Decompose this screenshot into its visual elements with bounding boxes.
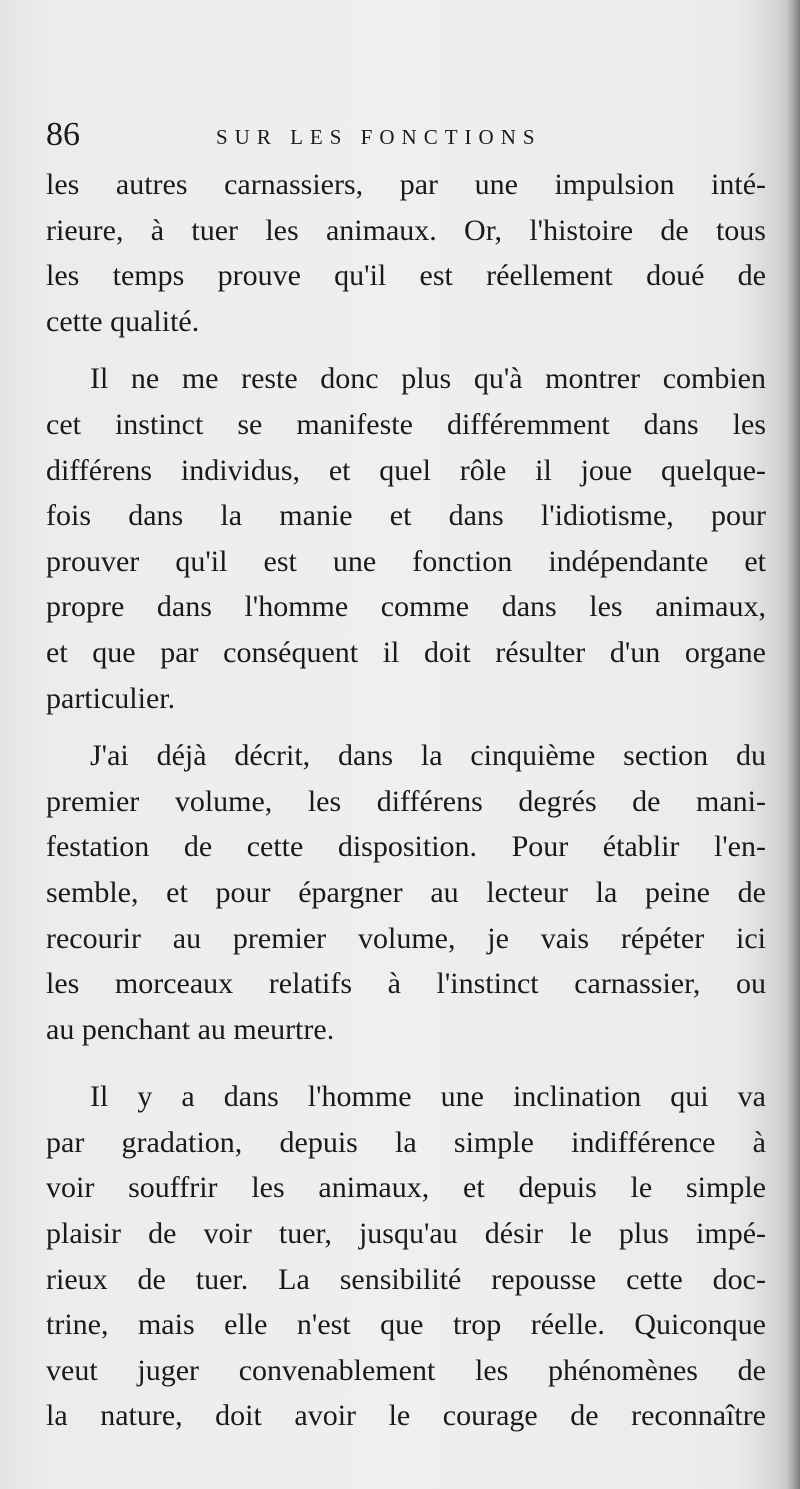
text-line: voir souffrir les animaux, et depuis le simple	[46, 1171, 766, 1205]
text-line: la nature, doit avoir le courage de reconnaître	[46, 1399, 766, 1433]
running-head: SUR LES FONCTIONS	[216, 125, 542, 149]
text-line: et que par conséquent il doit résulter d'un organe	[46, 635, 766, 669]
paragraph-spacer	[46, 1052, 766, 1074]
paragraph-spacer	[46, 721, 766, 733]
paragraph-spacer	[46, 344, 766, 356]
text-line: particulier.	[46, 681, 176, 715]
paragraph	[46, 733, 766, 1052]
text-line: Il y a dans l'homme une inclination qui va	[90, 1080, 766, 1114]
page-header	[46, 110, 766, 160]
text-line: plaisir de voir tuer, jusqu'au désir le plus impé-	[46, 1217, 766, 1251]
text-line: les autres carnassiers, par une impulsion inté-	[46, 168, 766, 201]
text-line: les temps prouve qu'il est réellement doué de	[46, 259, 766, 293]
text-line: J'ai déjà décrit, dans la cinquième section du	[90, 739, 766, 773]
text-line: trine, mais elle n'est que trop réelle. Quiconque	[46, 1308, 766, 1342]
text-line: rieux de tuer. La sensibilité repousse cette doc-	[46, 1262, 766, 1296]
text-line: cette qualité.	[46, 304, 200, 338]
text-line: différens individus, et quel rôle il joue quelque-	[46, 453, 766, 487]
paragraph	[46, 356, 766, 721]
text-line: au penchant au meurtre.	[46, 1012, 335, 1046]
text-line: par gradation, depuis la simple indifférence à	[46, 1125, 766, 1159]
paragraph	[46, 1074, 766, 1439]
text-line: propre dans l'homme comme dans les animaux,	[46, 590, 766, 624]
text-line: semble, et pour épargner au lecteur la peine de	[46, 875, 766, 909]
text-line: les morceaux relatifs à l'instinct carnassier, ou	[46, 967, 766, 1001]
text-line: festation de cette disposition. Pour établir l'en-	[46, 830, 766, 864]
text-line: cet instinct se manifeste différemment dans les	[46, 407, 766, 441]
page-number: 86	[46, 116, 80, 153]
text-line: rieure, à tuer les animaux. Or, l'histoire de tous	[46, 213, 766, 247]
text-line: Il ne me reste donc plus qu'à montrer combien	[90, 362, 766, 396]
text-line: recourir au premier volume, je vais répéter ici	[46, 921, 766, 955]
paragraph	[46, 162, 766, 344]
text-line: prouver qu'il est une fonction indépendante et	[46, 544, 766, 578]
body-text	[46, 162, 766, 1439]
text-line: veut juger convenablement les phénomènes de	[46, 1353, 766, 1387]
text-line: fois dans la manie et dans l'idiotisme, pour	[46, 499, 766, 533]
page-edge-shadow	[786, 0, 800, 1489]
text-line: premier volume, les différens degrés de mani-	[46, 784, 766, 818]
